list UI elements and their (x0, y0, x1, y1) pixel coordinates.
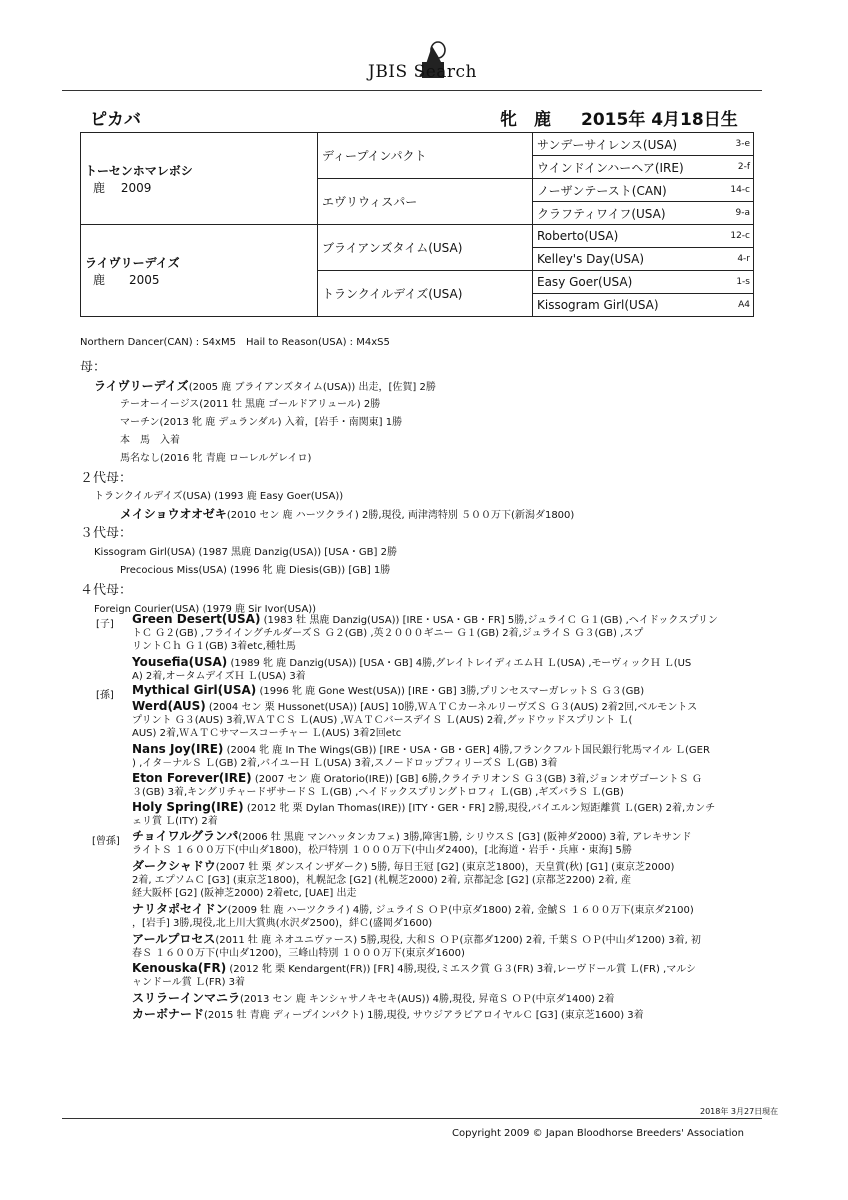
g3-name: Kelley's Day(USA) (533, 248, 725, 271)
g2-cell: ブライアンズタイム(USA) (318, 225, 533, 271)
header-rule (62, 90, 762, 91)
descendant-record: ) ,イタ－ナルＳ Ｌ(GB) 2着,バイユーＨ Ｌ(USA) 3着,スノードロップフィリーズＳ Ｌ(GB) 3着 (132, 758, 558, 769)
g2dam-offspring-rest: (2010 セン 鹿 ハーツクライ) 2勝,現役, 両津湾特別 ５００万下(新潟ダ1800) (226, 510, 575, 521)
descendant-record: ，[岩手] 3勝,現役,北上川大賞典(水沢ダ2500)，絆Ｃ(盛岡ダ1600) (132, 918, 433, 929)
descendant-entry (132, 656, 762, 683)
g3-name: ウインドインハーヘア(IRE) (533, 156, 725, 179)
g3dam-main: Kissogram Girl(USA) (1987 黒鹿 Danzig(USA)) [USA・GB] 2勝 (94, 547, 397, 558)
descendant-record: AUS) 2着,ＷＡＴＣサマースコーチャー Ｌ(AUS) 3着2回etc (132, 728, 402, 739)
descendant-record: ェリ賞 Ｌ(ITY) 2着 (132, 816, 218, 827)
birth-date: 2015年 4月18日生 (581, 110, 738, 130)
descendant-record: (2006 牡 黒鹿 マンハッタンカフェ) 3勝,障害1勝, シリウスＳ [G3] (阪神ダ2000) 3着, アレキサンド (238, 832, 692, 843)
dam-main-rest: (2005 鹿 ブライアンズタイム(USA)) 出走，[佐賀] 2勝 (188, 382, 436, 393)
descendant-entry (132, 684, 762, 698)
logo-text: JBIS Search (368, 62, 478, 82)
inbreeding-note: Northern Dancer(CAN) : S4xM5 Hail to Reason(USA) : M4xS5 (80, 337, 390, 348)
descendant-entry (132, 772, 762, 799)
pedigree-table (80, 132, 754, 317)
section-g3dam: ３代母： (80, 526, 133, 541)
descendant-entry (132, 613, 762, 653)
section-g2dam: ２代母： (80, 471, 133, 486)
descendant-name: スリラーインマニラ (132, 991, 241, 1005)
descendant-record: (2013 セン 鹿 キンシャサノキセキ(AUS)) 4勝,現役, 昇竜Ｓ ＯＰ(中京ダ1400) 2着 (240, 994, 615, 1005)
tag-great-grandchild: [曾孫] (92, 836, 120, 847)
descendant-record: プリント Ｇ３(AUS) 3着,ＷＡＴＣＳ Ｌ(AUS) ,ＷＡＴＣバースデイＳ Ｌ(AUS) 2着,グッドウッドスプリント Ｌ( (132, 715, 633, 726)
descendant-record: (2004 牝 鹿 In The Wings(GB)) [IRE・USA・GB・GER] 4勝,フランクフルト国民銀行牝馬マイル Ｌ(GER (223, 745, 710, 756)
copyright: Copyright 2009 © Japan Bloodhorse Breeders' Association (452, 1128, 744, 1139)
descendant-entry (132, 992, 762, 1006)
family-code: 2-f (724, 156, 754, 179)
descendant-record: (2011 牡 鹿 ネオユニヴァース) 5勝,現役, 大和Ｓ ＯＰ(京都ダ1200) 2着, 千葉Ｓ ＯＰ(中山ダ1200) 3着, 初 (215, 935, 701, 946)
horse-name: ピカバ (90, 110, 141, 130)
descendant-record: ャンドール賞 Ｌ(FR) 3着 (132, 977, 246, 988)
descendant-name: Holy Spring(IRE) (132, 800, 244, 814)
dam-name: ライヴリーデイズ (85, 255, 180, 270)
descendant-record: (2015 牡 青鹿 ディープインパクト) 1勝,現役, サウジアラビアロイヤルＣ [G3] (東京芝1600) 3着 (204, 1010, 644, 1021)
descendant-entry (132, 903, 762, 930)
descendant-record: (1989 牝 鹿 Danzig(USA)) [USA・GB] 4勝,グレイトレイディエムＨ Ｌ(USA) ,モーヴィックＨ Ｌ(US (227, 658, 692, 669)
descendant-record: (2007 セン 鹿 Oratorio(IRE)) [GB] 6勝,クライテリオンＳ Ｇ３(GB) 3着,ジョンオヴゴーントＳ Ｇ (251, 774, 702, 785)
sire-cell (81, 133, 318, 225)
descendant-name: アールプロセス (132, 932, 216, 946)
family-code: 14-c (724, 179, 754, 202)
descendant-entry (132, 743, 762, 770)
descendant-entry (132, 801, 762, 828)
tag-grandchild: [孫] (96, 690, 114, 701)
g3dam-offspring: Precocious Miss(USA) (1996 牝 鹿 Diesis(GB)) [GB] 1勝 (120, 565, 391, 576)
descendant-entry (132, 700, 762, 740)
descendant-record: ３(GB) 3着,キングリチャードザサードＳ Ｌ(GB) ,ヘイドックスプリングトロフィ Ｌ(GB) ,ギズバラＳ Ｌ(GB) (132, 787, 624, 798)
descendant-entry (132, 860, 762, 900)
g3-name: Roberto(USA) (533, 225, 725, 248)
dam-offspring: 馬名なし(2016 牝 青鹿 ローレルゲレイロ) (120, 453, 312, 464)
descendant-record: (2004 セン 栗 Hussonet(USA)) [AUS] 10勝,ＷＡＴＣカーネルリーヴズＳ Ｇ３(AUS) 2着2回,ベルモントス (205, 702, 698, 713)
descendant-name: Kenouska(FR) (132, 961, 227, 975)
descendant-record: (2012 牝 栗 Dylan Thomas(IRE)) [ITY・GER・FR] 2勝,現役,バイエルン短距離賞 Ｌ(GER) 2着,カンチ (243, 803, 716, 814)
descendant-name: Yousefia(USA) (132, 655, 228, 669)
dam-main-line (94, 377, 436, 394)
family-code: 9-a (724, 202, 754, 225)
descendant-record: (2012 牝 栗 Kendargent(FR)) [FR] 4勝,現役,ミエスク賞 Ｇ３(FR) 3着,レーヴドール賞 Ｌ(FR) ,マルシ (226, 964, 696, 975)
descendant-name: Nans Joy(IRE) (132, 742, 224, 756)
descendant-record: ライトＳ １６００万下(中山ダ1800)，松戸特別 １０００万下(中山ダ2400)，[北海道・岩手・兵庫・東海] 5勝 (132, 845, 632, 856)
g3-name: Easy Goer(USA) (533, 271, 725, 294)
sire-name: トーセンホマレボシ (85, 163, 193, 178)
descendant-entry (132, 962, 762, 989)
g2-cell: トランクイルデイズ(USA) (318, 271, 533, 317)
descendant-name: ナリタポセイドン (132, 902, 228, 916)
descendant-name: Green Desert(USA) (132, 612, 261, 626)
dam-offspring: テーオーイージス(2011 牡 黒鹿 ゴールドアリュール) 2勝 (120, 399, 381, 410)
descendant-entry (132, 1008, 762, 1022)
descendant-record: 経大阪杯 [G2] (阪神芝2000) 2着etc, [UAE] 出走 (132, 888, 357, 899)
family-code: 1-s (724, 271, 754, 294)
g2dam-offspring (120, 505, 574, 522)
descendant-name: Eton Forever(IRE) (132, 771, 252, 785)
g3-name: ノーザンテースト(CAN) (533, 179, 725, 202)
descendant-record: トＣ Ｇ２(GB) ,フライイングチルダーズＳ Ｇ２(GB) ,英２０００ギニー Ｇ１(GB) 2着,ジュライＳ Ｇ３(GB) ,スプ (132, 628, 644, 639)
family-code: 4-r (724, 248, 754, 271)
descendant-entry (132, 830, 762, 857)
family-code: 3-e (724, 133, 754, 156)
tag-child: [子] (96, 619, 114, 630)
g2dam-main: トランクイルデイズ(USA) (1993 鹿 Easy Goer(USA)) (94, 491, 344, 502)
section-g4dam: ４代母： (80, 583, 133, 598)
dam-sub: 鹿 2005 (93, 272, 160, 287)
sex-color: 牝 鹿 (500, 110, 551, 130)
dam-offspring: 本 馬 入着 (120, 435, 180, 446)
dam-offspring: マーチン(2013 牝 鹿 デュランダル) 入着，[岩手・南関東] 1勝 (120, 417, 403, 428)
descendant-record: A) 2着,オータムデイズＨ Ｌ(USA) 3着 (132, 671, 306, 682)
g4dam-main: Foreign Courier(USA) (1979 鹿 Sir Ivor(USA)) (94, 604, 317, 615)
descendant-record: リントＣｈ Ｇ１(GB) 3着etc,種牡馬 (132, 641, 296, 652)
g3-name: Kissogram Girl(USA) (533, 294, 725, 317)
descendant-name: Mythical Girl(USA) (132, 683, 257, 697)
descendant-record: (2009 牡 鹿 ハーツクライ) 4勝, ジュライＳ ＯＰ(中京ダ1800) 2着, 金鯱Ｓ １６００万下(東京ダ2100) (227, 905, 694, 916)
family-code: 12-c (724, 225, 754, 248)
g3-name: クラフティワイフ(USA) (533, 202, 725, 225)
descendant-record: (2007 牡 栗 ダンスインザダーク) 5勝, 毎日王冠 [G2] (東京芝1800)，天皇賞(秋) [G1] (東京芝2000) (215, 862, 675, 873)
descendant-record: (1983 牡 黒鹿 Danzig(USA)) [IRE・USA・GB・FR] 5勝,ジュライＣ Ｇ１(GB) ,ヘイドックスプリン (260, 615, 718, 626)
descendant-record: 2着, エプソムＣ [G3] (東京芝1800)，札幌記念 [G2] (札幌芝2000) 2着, 京都記念 [G2] (京都芝2200) 2着, 産 (132, 875, 631, 886)
family-code: A4 (724, 294, 754, 317)
descendant-name: Werd(AUS) (132, 699, 206, 713)
sire-sub: 鹿 2009 (93, 180, 152, 195)
sex-birth (500, 105, 738, 130)
dam-main-name: ライヴリーデイズ (94, 379, 189, 393)
g3-name: サンデーサイレンス(USA) (533, 133, 725, 156)
footer-rule (62, 1118, 762, 1119)
descendant-entry (132, 933, 762, 960)
as-of-date: 2018年 3月27日現在 (700, 1107, 779, 1116)
descendant-name: カーボナード (132, 1007, 205, 1021)
descendant-record: 春Ｓ １６００万下(中山ダ1200)，三峰山特別 １０００万下(東京ダ1600) (132, 948, 465, 959)
dam-cell (81, 225, 318, 317)
g2dam-offspring-name: メイショウオオゼキ (120, 507, 227, 521)
descendant-name: チョイワルグランパ (132, 829, 239, 843)
descendant-name: ダークシャドウ (132, 859, 216, 873)
g2-cell: ディープインパクト (318, 133, 533, 179)
descendant-record: (1996 牝 鹿 Gone West(USA)) [IRE・GB] 3勝,プリンセスマーガレットＳ Ｇ３(GB) (256, 686, 645, 697)
g2-cell: エヴリウィスパー (318, 179, 533, 225)
section-dam: 母： (80, 360, 107, 375)
